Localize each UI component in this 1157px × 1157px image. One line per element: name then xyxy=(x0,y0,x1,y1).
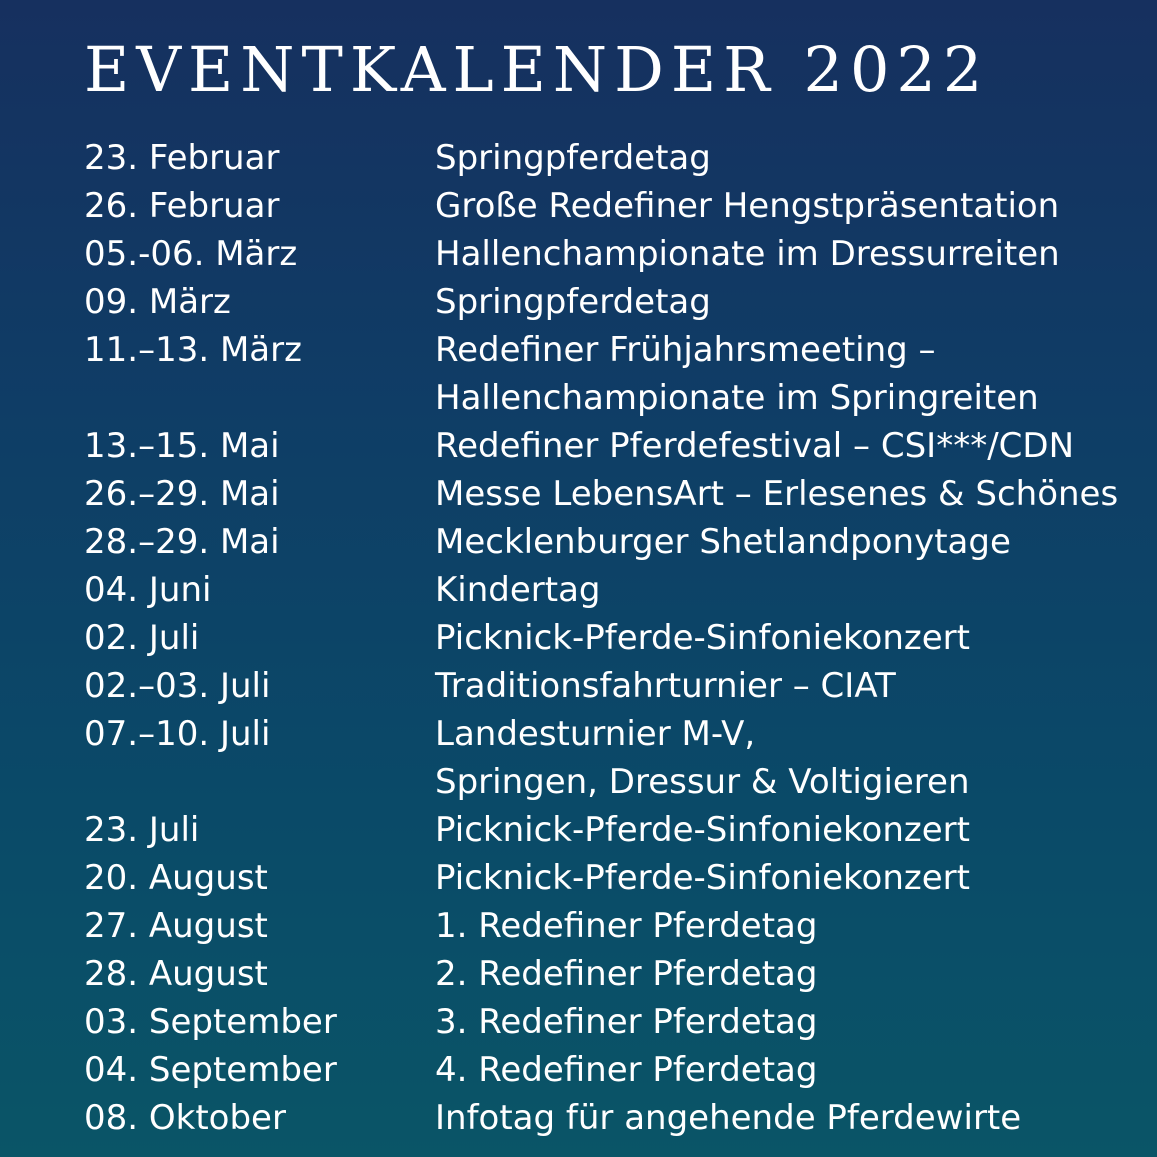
event-name xyxy=(435,566,1147,614)
event-date: 11.–13. März xyxy=(84,330,302,370)
event-name-line: Picknick-Pferde-Sinfoniekonzert xyxy=(435,810,970,850)
event-date: 02. Juli xyxy=(84,618,200,658)
event-name xyxy=(435,1046,1147,1094)
event-row xyxy=(84,806,1147,854)
event-row xyxy=(84,182,1147,230)
page-title: EVENTKALENDER 2022 xyxy=(84,33,990,106)
event-row xyxy=(84,470,1147,518)
event-row xyxy=(84,422,1147,470)
event-name-line: Redefiner Pferdefestival – CSI***/CDN xyxy=(435,426,1075,466)
event-date: 07.–10. Juli xyxy=(84,714,271,754)
event-date: 28. August xyxy=(84,954,268,994)
event-name-line: Mecklenburger Shetlandponytage xyxy=(435,522,1011,562)
event-date: 23. Februar xyxy=(84,138,280,178)
event-name-line: Springpferdetag xyxy=(435,138,711,178)
event-name-line: 2. Redefiner Pferdetag xyxy=(435,954,818,994)
event-name-line: Picknick-Pferde-Sinfoniekonzert xyxy=(435,618,970,658)
event-date: 03. September xyxy=(84,1002,337,1042)
event-name xyxy=(435,854,1147,902)
event-name-line: Landesturnier M-V, xyxy=(435,714,756,754)
event-name xyxy=(435,470,1147,518)
event-row xyxy=(84,1094,1147,1142)
event-name xyxy=(435,422,1147,470)
event-name xyxy=(435,230,1147,278)
event-date: 27. August xyxy=(84,906,268,946)
event-name xyxy=(435,614,1147,662)
event-date: 04. September xyxy=(84,1050,337,1090)
event-date: 05.-06. März xyxy=(84,234,298,274)
event-name xyxy=(435,950,1147,998)
event-name-line: Redefiner Frühjahrsmeeting – xyxy=(435,330,936,370)
event-date: 26. Februar xyxy=(84,186,280,226)
event-name-line: Kindertag xyxy=(435,570,601,610)
event-name xyxy=(435,806,1147,854)
event-list xyxy=(84,134,1147,1142)
event-name xyxy=(435,134,1147,182)
event-name xyxy=(435,902,1147,950)
event-row xyxy=(84,1046,1147,1094)
event-row xyxy=(84,998,1147,1046)
event-row xyxy=(84,278,1147,326)
event-name-line: Infotag für angehende Pferdewirte xyxy=(435,1098,1022,1138)
event-row xyxy=(84,614,1147,662)
event-name xyxy=(435,710,1147,806)
event-row xyxy=(84,566,1147,614)
event-row xyxy=(84,854,1147,902)
event-date: 26.–29. Mai xyxy=(84,474,280,514)
event-name-line: 3. Redefiner Pferdetag xyxy=(435,1002,818,1042)
event-date: 08. Oktober xyxy=(84,1098,286,1138)
event-name-line: 4. Redefiner Pferdetag xyxy=(435,1050,818,1090)
event-date: 02.–03. Juli xyxy=(84,666,271,706)
event-date: 28.–29. Mai xyxy=(84,522,280,562)
event-name xyxy=(435,326,1147,422)
event-date: 20. August xyxy=(84,858,268,898)
event-name-line: Hallenchampionate im Dressurreiten xyxy=(435,234,1060,274)
event-name xyxy=(435,662,1147,710)
event-name-line: Hallenchampionate im Springreiten xyxy=(435,378,1039,418)
event-name-line: Große Redefiner Hengstpräsentation xyxy=(435,186,1060,226)
event-row xyxy=(84,326,1147,422)
event-name-line: 1. Redefiner Pferdetag xyxy=(435,906,818,946)
event-name-line: Picknick-Pferde-Sinfoniekonzert xyxy=(435,858,970,898)
event-name xyxy=(435,518,1147,566)
event-row xyxy=(84,518,1147,566)
event-name-line: Springen, Dressur & Voltigieren xyxy=(435,762,970,802)
event-name-line: Traditionsfahrturnier – CIAT xyxy=(435,666,896,706)
event-name xyxy=(435,182,1147,230)
event-row xyxy=(84,710,1147,806)
event-row xyxy=(84,134,1147,182)
event-row xyxy=(84,230,1147,278)
event-row xyxy=(84,902,1147,950)
event-date: 04. Juni xyxy=(84,570,212,610)
event-date: 13.–15. Mai xyxy=(84,426,280,466)
event-name xyxy=(435,1094,1147,1142)
event-name xyxy=(435,998,1147,1046)
event-name xyxy=(435,278,1147,326)
event-row xyxy=(84,950,1147,998)
event-name-line: Messe LebensArt – Erlesenes & Schönes xyxy=(435,474,1119,514)
event-date: 09. März xyxy=(84,282,231,322)
event-row xyxy=(84,662,1147,710)
event-name-line: Springpferdetag xyxy=(435,282,711,322)
event-date: 23. Juli xyxy=(84,810,200,850)
